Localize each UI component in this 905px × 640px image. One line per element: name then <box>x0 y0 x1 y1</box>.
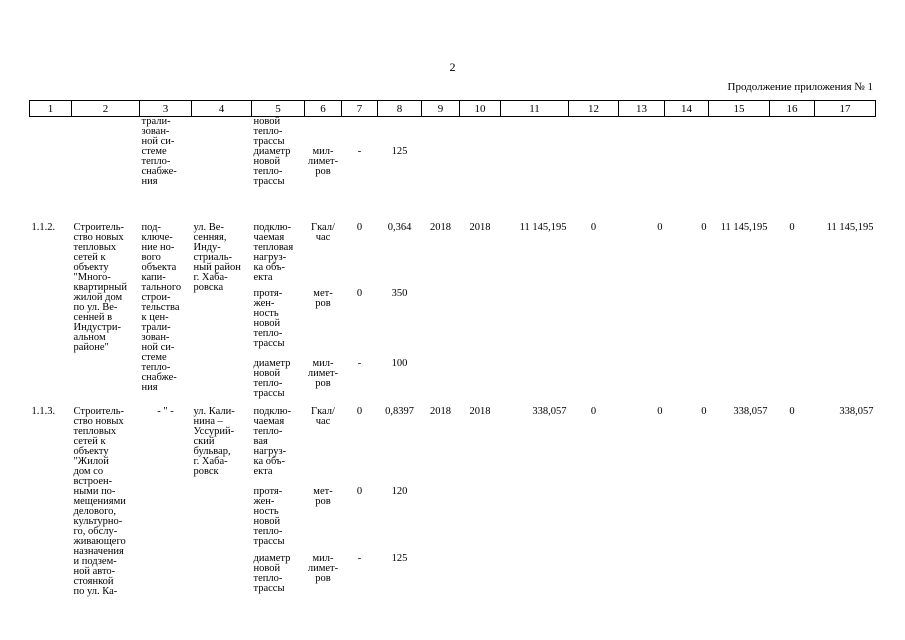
amount-cell: 0 <box>590 406 597 417</box>
col-head: 1 <box>30 101 72 117</box>
row-number: 1.1.2. <box>31 222 56 233</box>
amount-cell: 0 <box>590 222 597 233</box>
carry-param-cell: диаметр новой тепло- трассы <box>253 146 291 187</box>
unit-cell: Гкал/ час <box>311 406 335 427</box>
value-cell: 350 <box>391 288 408 299</box>
unit-cell: мил- лимет- ров <box>307 146 339 177</box>
value-cell: - <box>357 146 362 157</box>
col-head: 2 <box>72 101 140 117</box>
col-head: 13 <box>619 101 665 117</box>
value-cell: - <box>357 358 362 369</box>
table-row-1-1-2 <box>30 223 876 283</box>
unit-cell: мет- ров <box>313 288 333 309</box>
col-head: 16 <box>770 101 815 117</box>
carry-connection-cell: трали- зован- ной си- стеме тепло- снабже- ния <box>141 116 177 187</box>
amount-cell: 0 <box>657 222 663 233</box>
unit-cell: Гкал/ час <box>311 222 335 243</box>
year-cell: 2018 <box>469 406 491 417</box>
col-head: 6 <box>305 101 342 117</box>
value-cell: 0 <box>356 485 363 497</box>
amount-cell: 0 <box>657 406 663 417</box>
col-head: 17 <box>815 101 876 117</box>
param-name: диаметр новой тепло- трассы <box>253 358 291 399</box>
value-cell: 125 <box>391 146 408 157</box>
col-head: 15 <box>709 101 770 117</box>
column-number-row <box>30 101 876 117</box>
amount-cell: 338,057 <box>733 406 768 417</box>
col-head: 10 <box>460 101 501 117</box>
year-cell: 2018 <box>430 406 451 417</box>
amount-cell: 0 <box>789 406 795 417</box>
address: ул. Кали- нина – Уссурий- ский бульвар, г. Хаба- ровск <box>193 406 235 477</box>
unit-cell: мет- ров <box>313 485 333 507</box>
col-head: 11 <box>501 101 569 117</box>
table-row <box>30 117 876 148</box>
value-cell: 0,364 <box>387 222 412 233</box>
value-cell: 100 <box>391 358 408 369</box>
col-head: 7 <box>342 101 378 117</box>
unit-cell: мил- лимет- ров <box>307 358 339 389</box>
connection-description: - " - <box>157 406 174 417</box>
year-cell: 2018 <box>430 222 451 233</box>
value-cell: 0 <box>356 222 363 233</box>
table-row-1-1-3 <box>30 407 876 482</box>
param-name: протя- жен- ность новой тепло- трассы <box>253 485 285 547</box>
param-name: протя- жен- ность новой тепло- трассы <box>253 288 285 349</box>
amount-cell: 338,057 <box>839 406 874 417</box>
col-head: 3 <box>140 101 192 117</box>
unit-cell: мил- лимет- ров <box>307 553 339 585</box>
value-cell: - <box>357 553 362 565</box>
col-head: 14 <box>665 101 709 117</box>
object-name: Строитель- ство новых тепловых сетей к объекту "Жилой дом со встроен- ными по- мещениями делового, культурно- го, обслу- живающего назначения и подзем- ной авто- стоянкой по ул. Ка- <box>73 406 126 597</box>
param-name: подклю- чаемая тепловая нагруз- ка объ- екта <box>253 222 294 283</box>
value-cell: 0,8397 <box>385 406 414 417</box>
value-cell: 0 <box>356 406 363 417</box>
amount-cell: 338,057 <box>532 406 567 417</box>
object-name: Строитель- ство новых тепловых сетей к объекту "Много- квартирный жилой дом по ул. Ве- сенней в Индустри- альном районе" <box>73 222 127 353</box>
value-cell: 125 <box>391 553 408 565</box>
col-head: 4 <box>192 101 252 117</box>
spacer-row <box>30 187 876 223</box>
page-number: 2 <box>449 60 456 74</box>
amount-cell: 11 145,195 <box>720 222 768 233</box>
amount-cell: 0 <box>789 222 795 233</box>
param-name: подклю- чаемая тепло- вая нагруз- ка объ- екта <box>253 406 292 477</box>
connection-description: под- ключе- ние но- вого объекта капи- тального строи- тельства к цен- трали- зован- ной си- стеме тепло- снабже- ния <box>141 222 182 393</box>
amount-cell: 11 145,195 <box>826 222 874 233</box>
address: ул. Ве- сенняя, Инду- стриаль- ный район г. Хаба- ровска <box>193 222 241 293</box>
amount-cell: 11 145,195 <box>519 222 567 233</box>
col-head: 5 <box>252 101 305 117</box>
year-cell: 2018 <box>469 222 491 233</box>
data-table <box>29 100 876 597</box>
param-name: диаметр новой тепло- трассы <box>253 553 291 595</box>
amount-cell: 0 <box>701 222 707 233</box>
col-head: 9 <box>422 101 460 117</box>
col-head: 8 <box>378 101 422 117</box>
carry-param-cell: новой тепло- трассы <box>253 116 285 147</box>
col-head: 12 <box>569 101 619 117</box>
value-cell: 0 <box>356 288 363 299</box>
amount-cell: 0 <box>701 406 707 417</box>
continuation-note: Продолжение приложения № 1 <box>727 81 873 93</box>
value-cell: 120 <box>391 485 408 497</box>
row-number: 1.1.3. <box>31 406 56 417</box>
